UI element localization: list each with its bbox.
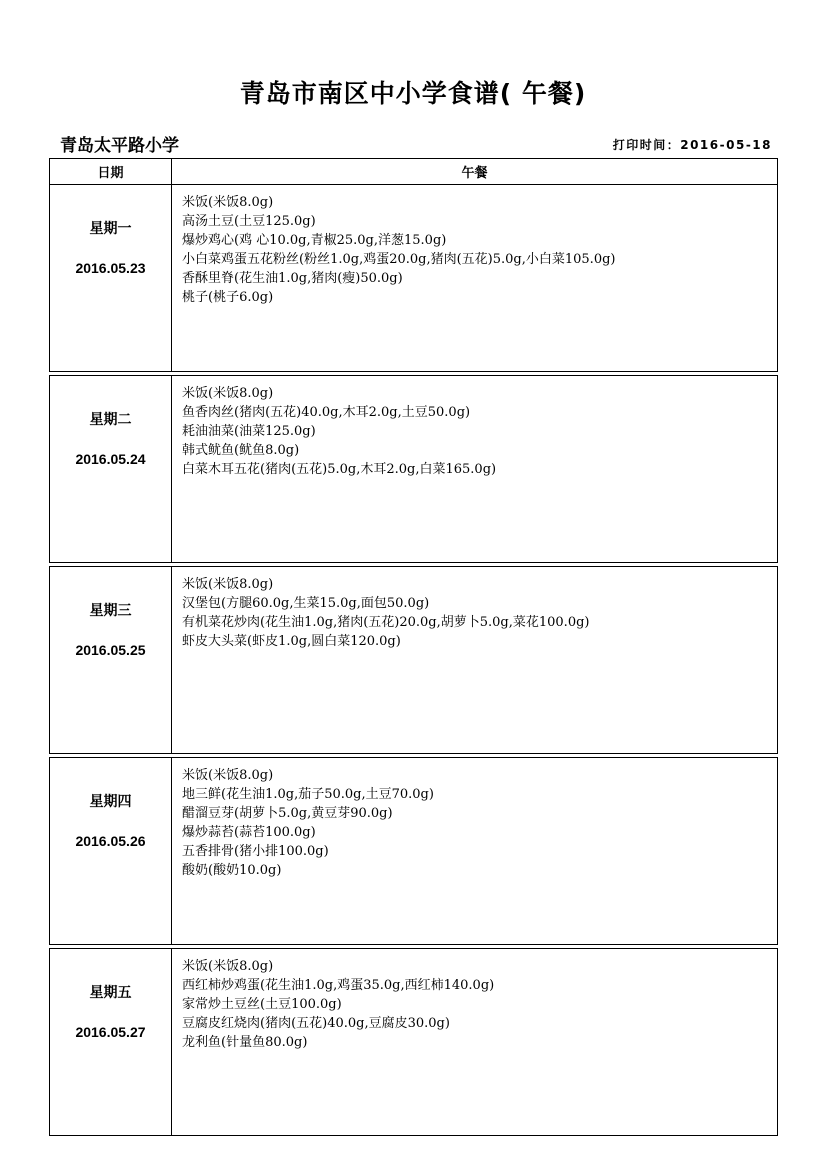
school-name: 青岛太平路小学 [60, 136, 179, 156]
date-label: 2016.05.26 [75, 833, 146, 849]
date-label: 2016.05.27 [75, 1024, 146, 1040]
day-cell [50, 376, 172, 563]
weekday-label: 星期一 [89, 221, 132, 237]
dish-item: 白菜木耳五花(猪肉(五花)5.0g,木耳2.0g,白菜165.0g) [182, 462, 497, 477]
table-row [50, 185, 778, 372]
meal-cell [172, 376, 778, 563]
dish-item: 米饭(米饭8.0g) [182, 768, 274, 783]
dish-item: 家常炒土豆丝(土豆100.0g) [182, 997, 342, 1012]
table-row [50, 949, 778, 1136]
dish-item: 米饭(米饭8.0g) [182, 195, 274, 210]
dish-item: 韩式鱿鱼(鱿鱼8.0g) [182, 443, 300, 458]
dish-item: 有机菜花炒肉(花生油1.0g,猪肉(五花)20.0g,胡萝卜5.0g,菜花100.0g) [182, 615, 590, 630]
meal-cell [172, 949, 778, 1136]
meal-cell [172, 567, 778, 754]
dish-item: 酸奶(酸奶10.0g) [182, 863, 282, 878]
dish-item: 虾皮大头菜(虾皮1.0g,圆白菜120.0g) [182, 634, 401, 649]
table-header-row [50, 159, 778, 185]
dish-item: 香酥里脊(花生油1.0g,猪肉(瘦)50.0g) [182, 271, 403, 286]
print-time: 打印时间：2016-05-18 [612, 138, 772, 152]
dish-item: 西红柿炒鸡蛋(花生油1.0g,鸡蛋35.0g,西红柿140.0g) [182, 978, 495, 993]
dish-item: 米饭(米饭8.0g) [182, 577, 274, 592]
weekday-label: 星期四 [89, 794, 132, 810]
meal-cell [172, 185, 778, 372]
dish-item: 米饭(米饭8.0g) [182, 959, 274, 974]
table-row [50, 567, 778, 754]
date-label: 2016.05.24 [75, 451, 146, 467]
dish-item: 鱼香肉丝(猪肉(五花)40.0g,木耳2.0g,土豆50.0g) [182, 405, 471, 420]
page-title: 青岛市南区中小学食谱( 午餐) [239, 79, 587, 108]
dish-item: 耗油油菜(油菜125.0g) [182, 424, 316, 439]
dish-item: 地三鲜(花生油1.0g,茄子50.0g,土豆70.0g) [182, 787, 434, 802]
date-label: 2016.05.25 [75, 642, 146, 658]
dish-item: 汉堡包(方腿60.0g,生菜15.0g,面包50.0g) [182, 596, 430, 611]
weekday-label: 星期二 [89, 412, 132, 428]
meal-cell [172, 758, 778, 945]
column-header-date: 日期 [50, 159, 172, 185]
day-cell [50, 567, 172, 754]
dish-item: 爆炒蒜苔(蒜苔100.0g) [182, 825, 316, 840]
menu-table [49, 158, 778, 1136]
date-label: 2016.05.23 [75, 260, 146, 276]
table-row [50, 376, 778, 563]
weekday-label: 星期五 [89, 985, 132, 1001]
dish-item: 桃子(桃子6.0g) [182, 290, 274, 305]
weekday-label: 星期三 [89, 603, 132, 619]
dish-item: 米饭(米饭8.0g) [182, 386, 274, 401]
dish-item: 小白菜鸡蛋五花粉丝(粉丝1.0g,鸡蛋20.0g,猪肉(五花)5.0g,小白菜105.0g) [182, 252, 616, 267]
dish-item: 醋溜豆芽(胡萝卜5.0g,黄豆芽90.0g) [182, 806, 393, 821]
dish-item: 豆腐皮红烧肉(猪肉(五花)40.0g,豆腐皮30.0g) [182, 1016, 450, 1031]
dish-item: 爆炒鸡心(鸡 心10.0g,青椒25.0g,洋葱15.0g) [182, 233, 447, 248]
day-cell [50, 758, 172, 945]
table-row [50, 758, 778, 945]
dish-item: 龙利鱼(针量鱼80.0g) [182, 1035, 308, 1050]
column-header-lunch: 午餐 [172, 159, 778, 185]
dish-item: 五香排骨(猪小排100.0g) [182, 844, 329, 859]
dish-item: 高汤土豆(土豆125.0g) [182, 214, 316, 229]
day-cell [50, 949, 172, 1136]
day-cell [50, 185, 172, 372]
